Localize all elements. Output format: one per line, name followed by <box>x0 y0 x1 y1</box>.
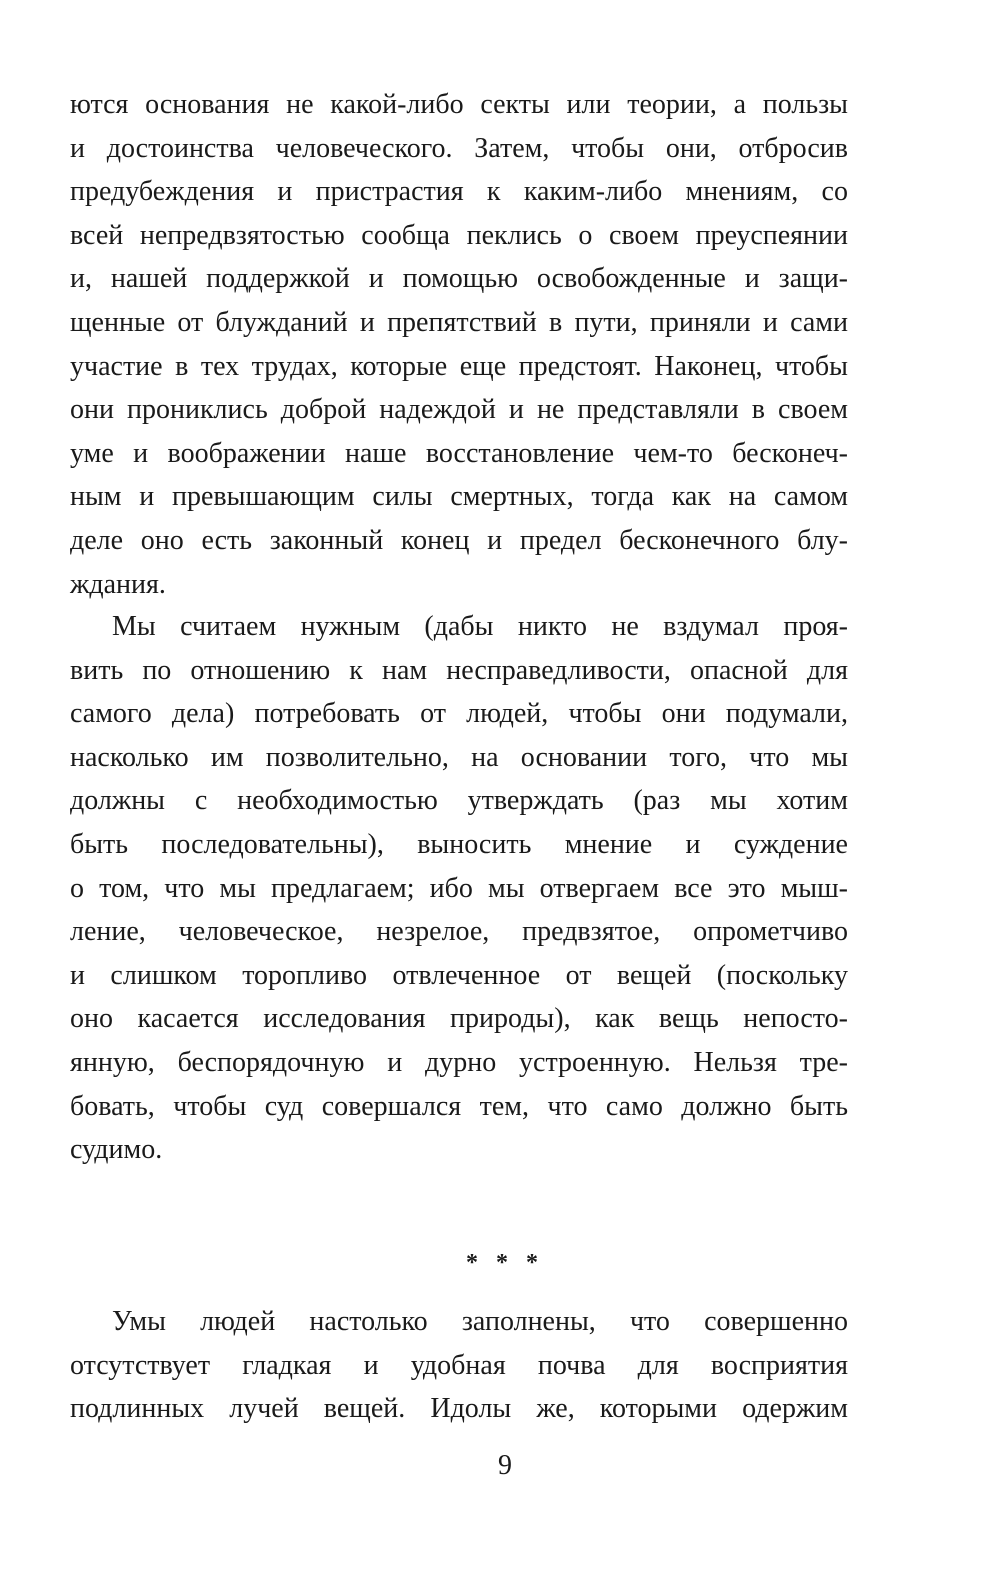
text-line: предубеждения и пристрастия к каким-либо мнениям, со <box>70 176 848 208</box>
text-line: ление, человеческое, незрелое, предвзятое, опрометчиво <box>70 916 848 948</box>
text-line: бовать, чтобы суд совершался тем, что само должно быть <box>70 1090 848 1122</box>
paragraph-2 <box>70 605 848 1172</box>
text-line: отсутствует гладкая и удобная почва для восприятия <box>70 1349 848 1381</box>
text-line: ждания. <box>70 568 166 600</box>
text-line: участие в тех трудах, которые еще предстоят. Наконец, чтобы <box>70 350 848 382</box>
text-line: насколько им позволительно, на основании того, что мы <box>70 741 848 773</box>
text-line: и достоинства человеческого. Затем, чтобы они, отбросив <box>70 132 848 164</box>
text-line: подлинных лучей вещей. Идолы же, которыми одержим <box>70 1393 848 1425</box>
text-line: быть последовательны), выносить мнение и суждение <box>70 828 848 860</box>
section-divider: * * * <box>466 1250 544 1276</box>
text-line: Умы людей настолько заполнены, что совершенно <box>112 1306 848 1337</box>
paragraph-1 <box>70 83 848 606</box>
page-number: 9 <box>498 1450 512 1481</box>
text-line: ются основания не какой-либо секты или теории, а пользы <box>70 89 848 120</box>
paragraph-3 <box>70 1300 848 1431</box>
text-line: и слишком торопливо отвлеченное от вещей (поскольку <box>70 959 848 991</box>
text-line: они прониклись доброй надеждой и не представляли в своем <box>70 394 848 426</box>
text-line: ным и превышающим силы смертных, тогда как на самом <box>70 481 848 513</box>
text-line: всей непредвзятостью сообща пеклись о своем преуспеянии <box>70 219 848 251</box>
text-line: деле оно есть законный конец и предел бесконечного блу- <box>70 524 848 556</box>
text-line: должны с необходимостью утверждать (раз мы хотим <box>70 785 848 817</box>
text-line: о том, что мы предлагаем; ибо мы отвергаем все это мыш- <box>70 872 848 904</box>
text-line: судимо. <box>70 1134 163 1166</box>
text-line: и, нашей поддержкой и помощью освобожденные и защи- <box>70 263 848 295</box>
text-line: самого дела) потребовать от людей, чтобы они подумали, <box>70 698 848 730</box>
text-line: щенные от блужданий и препятствий в пути, приняли и сами <box>70 306 848 338</box>
text-line: уме и воображении наше восстановление чем-то бесконеч- <box>70 437 848 469</box>
text-line: Мы считаем нужным (дабы никто не вздумал проя- <box>112 611 848 642</box>
text-line: янную, беспорядочную и дурно устроенную. Нельзя тре- <box>70 1046 848 1078</box>
text-line: оно касается исследования природы), как вещь непосто- <box>70 1003 848 1035</box>
text-line: вить по отношению к нам несправедливости, опасной для <box>70 654 848 686</box>
